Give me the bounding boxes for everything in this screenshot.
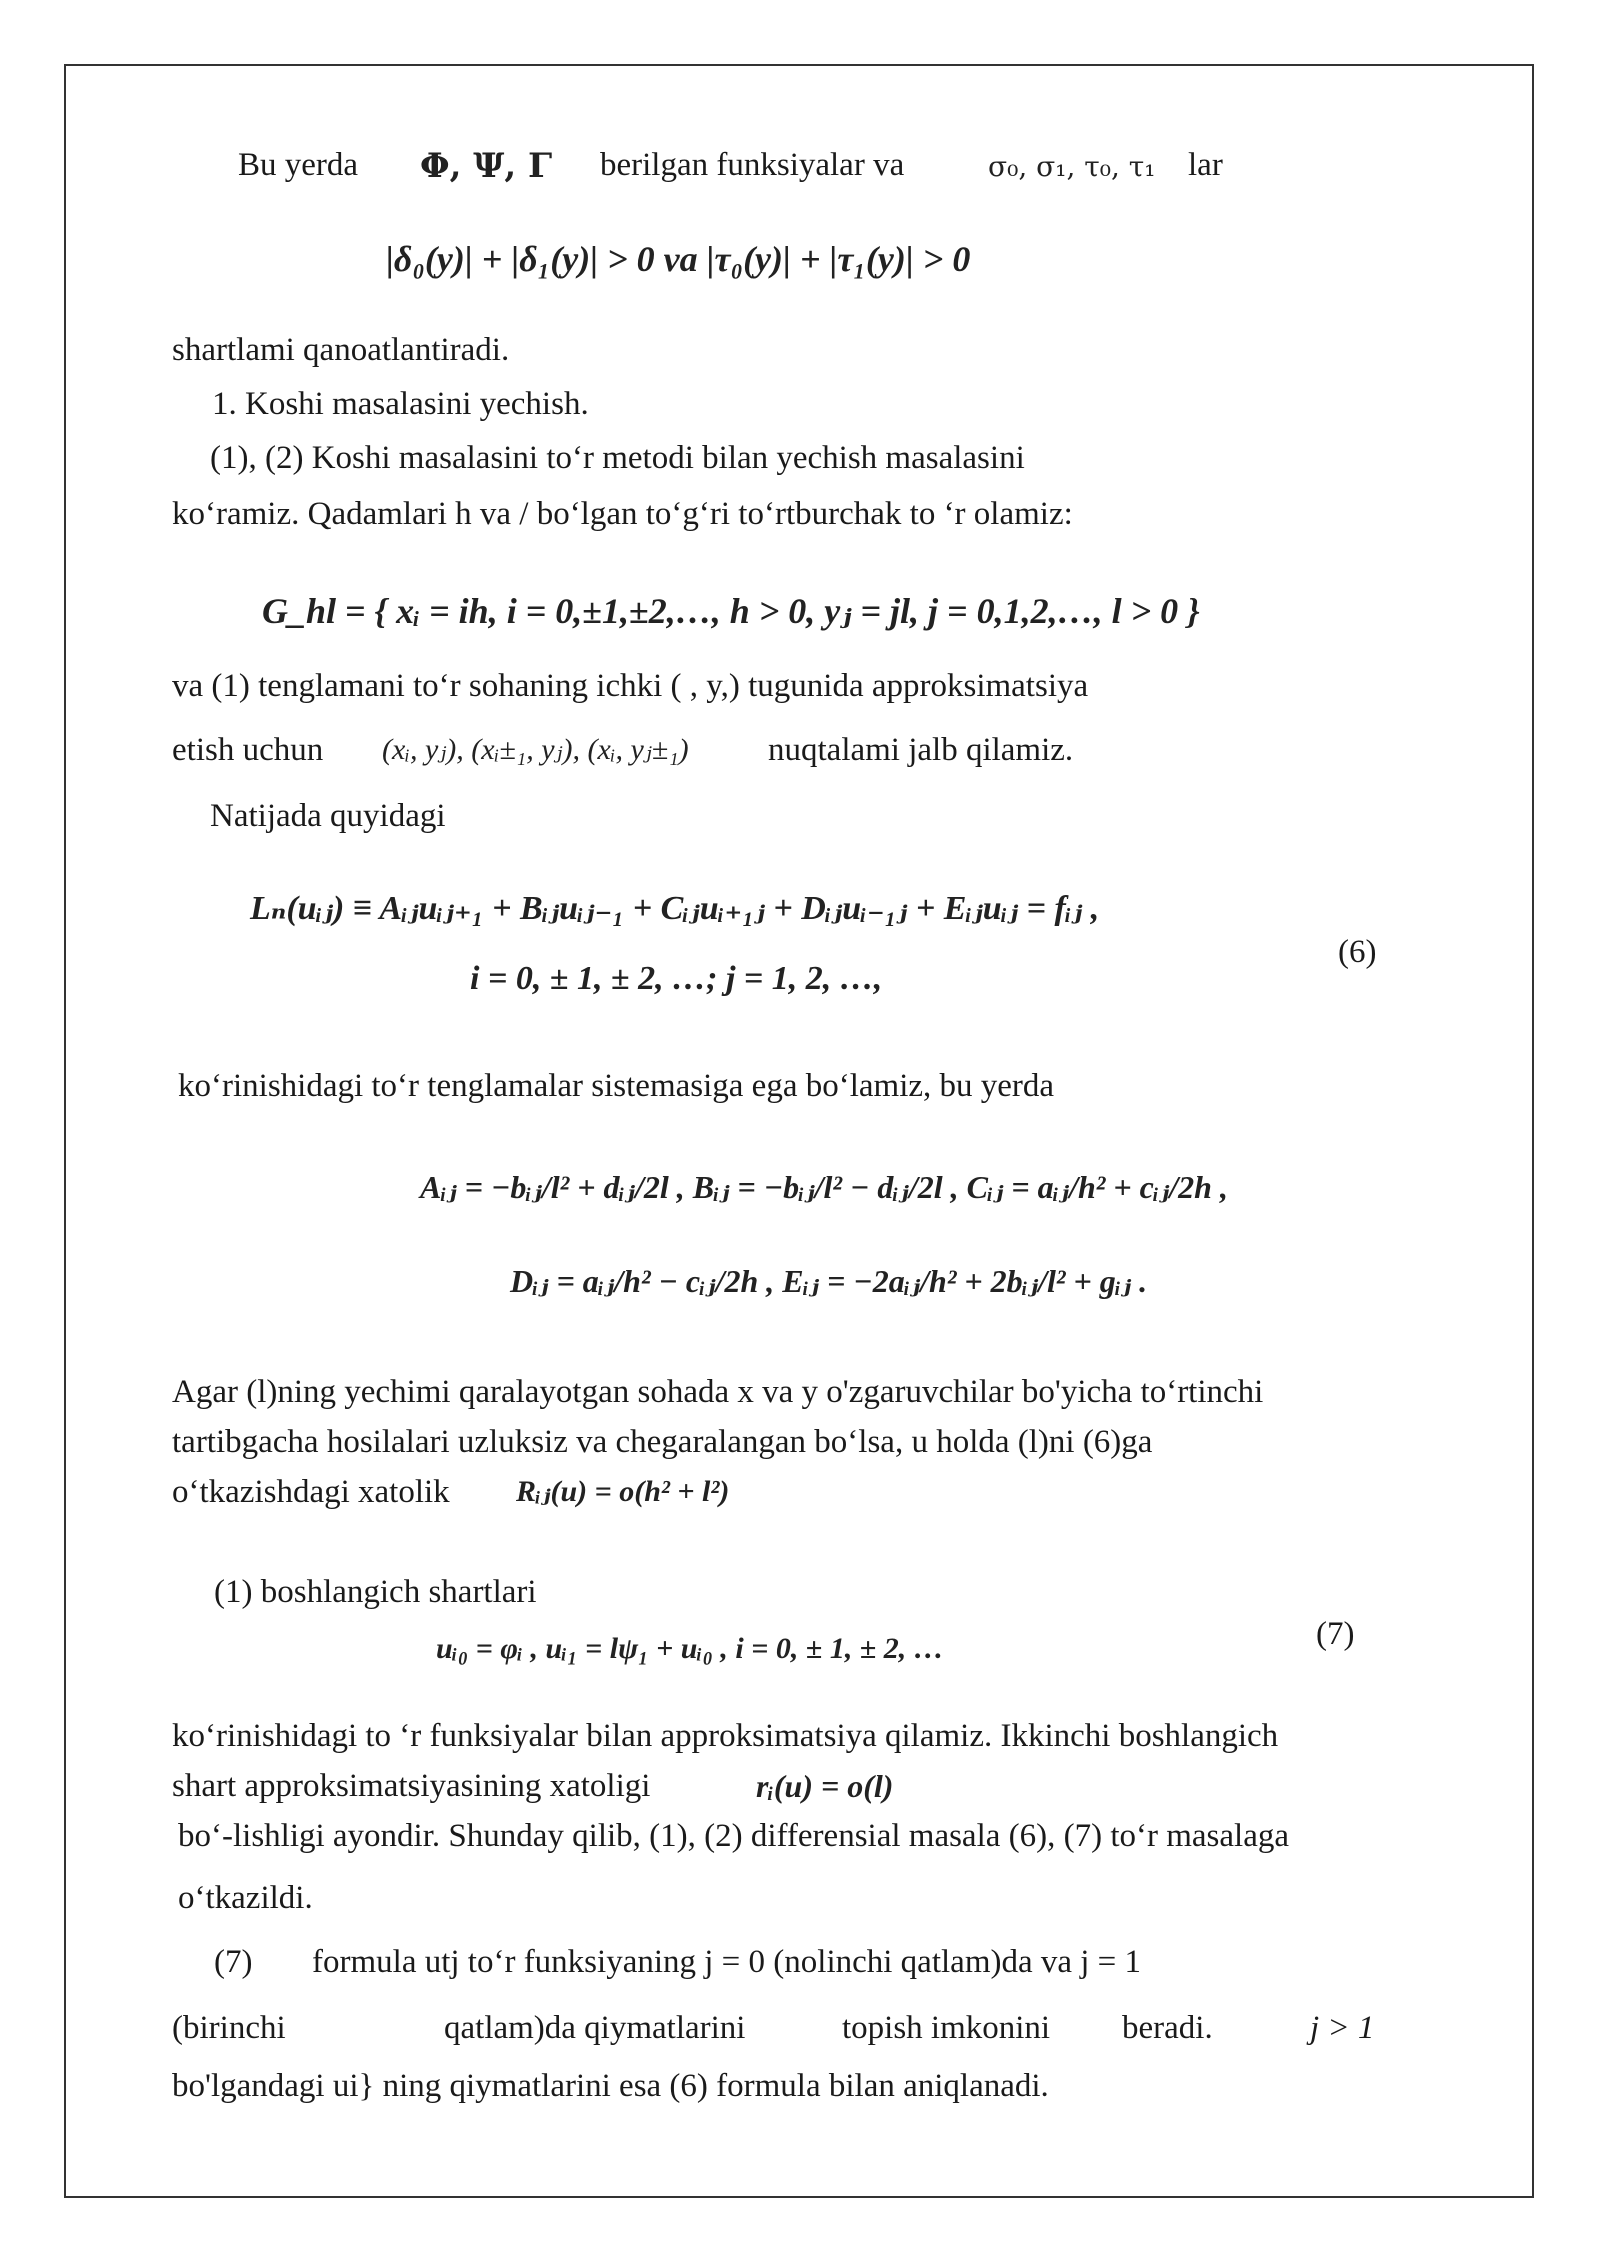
text-bu-yerda: Bu yerda [238,147,359,183]
text-shartlami: shartlami qanoatlantiradi. [172,332,510,368]
equation-number-7: (7) [1316,1616,1355,1652]
math-condition: |δ₀(y)| + |δ₁(y)| > 0 va |τ₀(y)| + |τ₁(y)| > 0 [386,239,971,279]
section-heading: 1. Koshi masalasini yechish. [212,386,589,422]
text-paragraph-line: ko‘ramiz. Qadamlari h va / bo‘lgan to‘g‘ri to‘rtburchak to ‘r olamiz: [172,496,1073,532]
math-coefficients-line1: Aᵢⱼ = −bᵢⱼ/l² + dᵢⱼ/2l , Bᵢⱼ = −bᵢⱼ/l² − dᵢⱼ/2l , Cᵢⱼ = aᵢⱼ/h² + cᵢⱼ/2h , [420,1169,1228,1205]
text-nuqtalami: nuqtalami jalb qilamiz. [768,732,1074,768]
text-paragraph-line: ko‘rinishidagi to‘r tenglamalar sistemasiga ega bo‘lamiz, bu yerda [178,1068,1055,1104]
text-birinchi: (birinchi [172,2010,286,2046]
math-r-error: rᵢ(u) = o(l) [756,1768,894,1804]
text-paragraph-line: va (1) tenglamani to‘r sohaning ichki ( , y,) tugunida approksimatsiya [172,668,1089,704]
text-paragraph-line: (1), (2) Koshi masalasini to‘r metodi bilan yechish masalasini [210,440,1025,476]
math-phi-psi-gamma: Φ, Ψ, Γ [420,146,553,186]
text-paragraph-line: ko‘rinishidagi to ‘r funksiyalar bilan approksimatsiya qilamiz. Ikkinchi boshlangich [172,1718,1279,1754]
math-eq7: uᵢ₀ = φᵢ , uᵢ₁ = lψ₁ + uᵢ₀ , i = 0, ± 1, ± 2, … [436,1632,944,1665]
text-paragraph-line: Agar (l)ning yechimi qaralayotgan sohada x va y o'zgaruvchilar bo'yicha to‘rtinchi [172,1374,1264,1410]
math-points: (xᵢ, yⱼ), (xᵢ±₁, yⱼ), (xᵢ, yⱼ±₁) [382,733,689,766]
math-eq6-line2: i = 0, ± 1, ± 2, …; j = 1, 2, …, [470,960,883,997]
math-eq6-line1: Lₙ(uᵢⱼ) ≡ Aᵢⱼuᵢⱼ₊₁ + Bᵢⱼuᵢⱼ₋₁ + Cᵢⱼuᵢ₊₁ⱼ + Dᵢⱼuᵢ₋₁ⱼ + Eᵢⱼuᵢⱼ = fᵢⱼ , [250,890,1100,927]
text-qatlam: qatlam)da qiymatlarini [444,2010,746,2046]
text-boshlangich: (1) boshlangich shartlari [214,1574,537,1610]
text-xatolik: o‘tkazishdagi xatolik [172,1474,450,1510]
text-xatoligi: shart approksimatsiyasining xatoligi [172,1768,651,1804]
text-natijada: Natijada quyidagi [210,798,446,834]
text-etish-uchun: etish uchun [172,732,324,768]
text-berilgan: berilgan funksiyalar va [600,147,905,183]
text-j-condition: j > 1 [1310,2010,1375,2046]
text-lar: lar [1188,147,1223,183]
text-paragraph-line: tartibgacha hosilalari uzluksiz va chegaralangan bo‘lsa, u holda (l)ni (6)ga [172,1424,1153,1460]
text-paragraph-line: bo‘-lishligi ayondir. Shunday qilib, (1), (2) differensial masala (6), (7) to‘r masalaga [178,1818,1290,1854]
text-ref-7: (7) [214,1944,253,1980]
math-error: Rᵢⱼ(u) = o(h² + l²) [516,1475,730,1508]
equation-number-6: (6) [1338,934,1377,970]
text-paragraph-line: formula utj to‘r funksiyaning j = 0 (nolinchi qatlam)da va j = 1 [312,1944,1142,1980]
text-topish: topish imkonini [842,2010,1051,2046]
math-coefficients-line2: Dᵢⱼ = aᵢⱼ/h² − cᵢⱼ/2h , Eᵢⱼ = −2aᵢⱼ/h² + 2bᵢⱼ/l² + gᵢⱼ . [510,1263,1148,1299]
text-paragraph-line: o‘tkazildi. [178,1880,313,1916]
math-sigma-tau: σ₀, σ₁, τ₀, τ₁ [988,150,1156,183]
math-grid: G_hl = { xᵢ = ih, i = 0,±1,±2,…, h > 0, yⱼ = jl, j = 0,1,2,…, l > 0 } [262,591,1200,631]
text-paragraph-line: bo'lgandagi ui} ning qiymatlarini esa (6) formula bilan aniqlanadi. [172,2068,1049,2104]
text-beradi: beradi. [1122,2010,1213,2046]
